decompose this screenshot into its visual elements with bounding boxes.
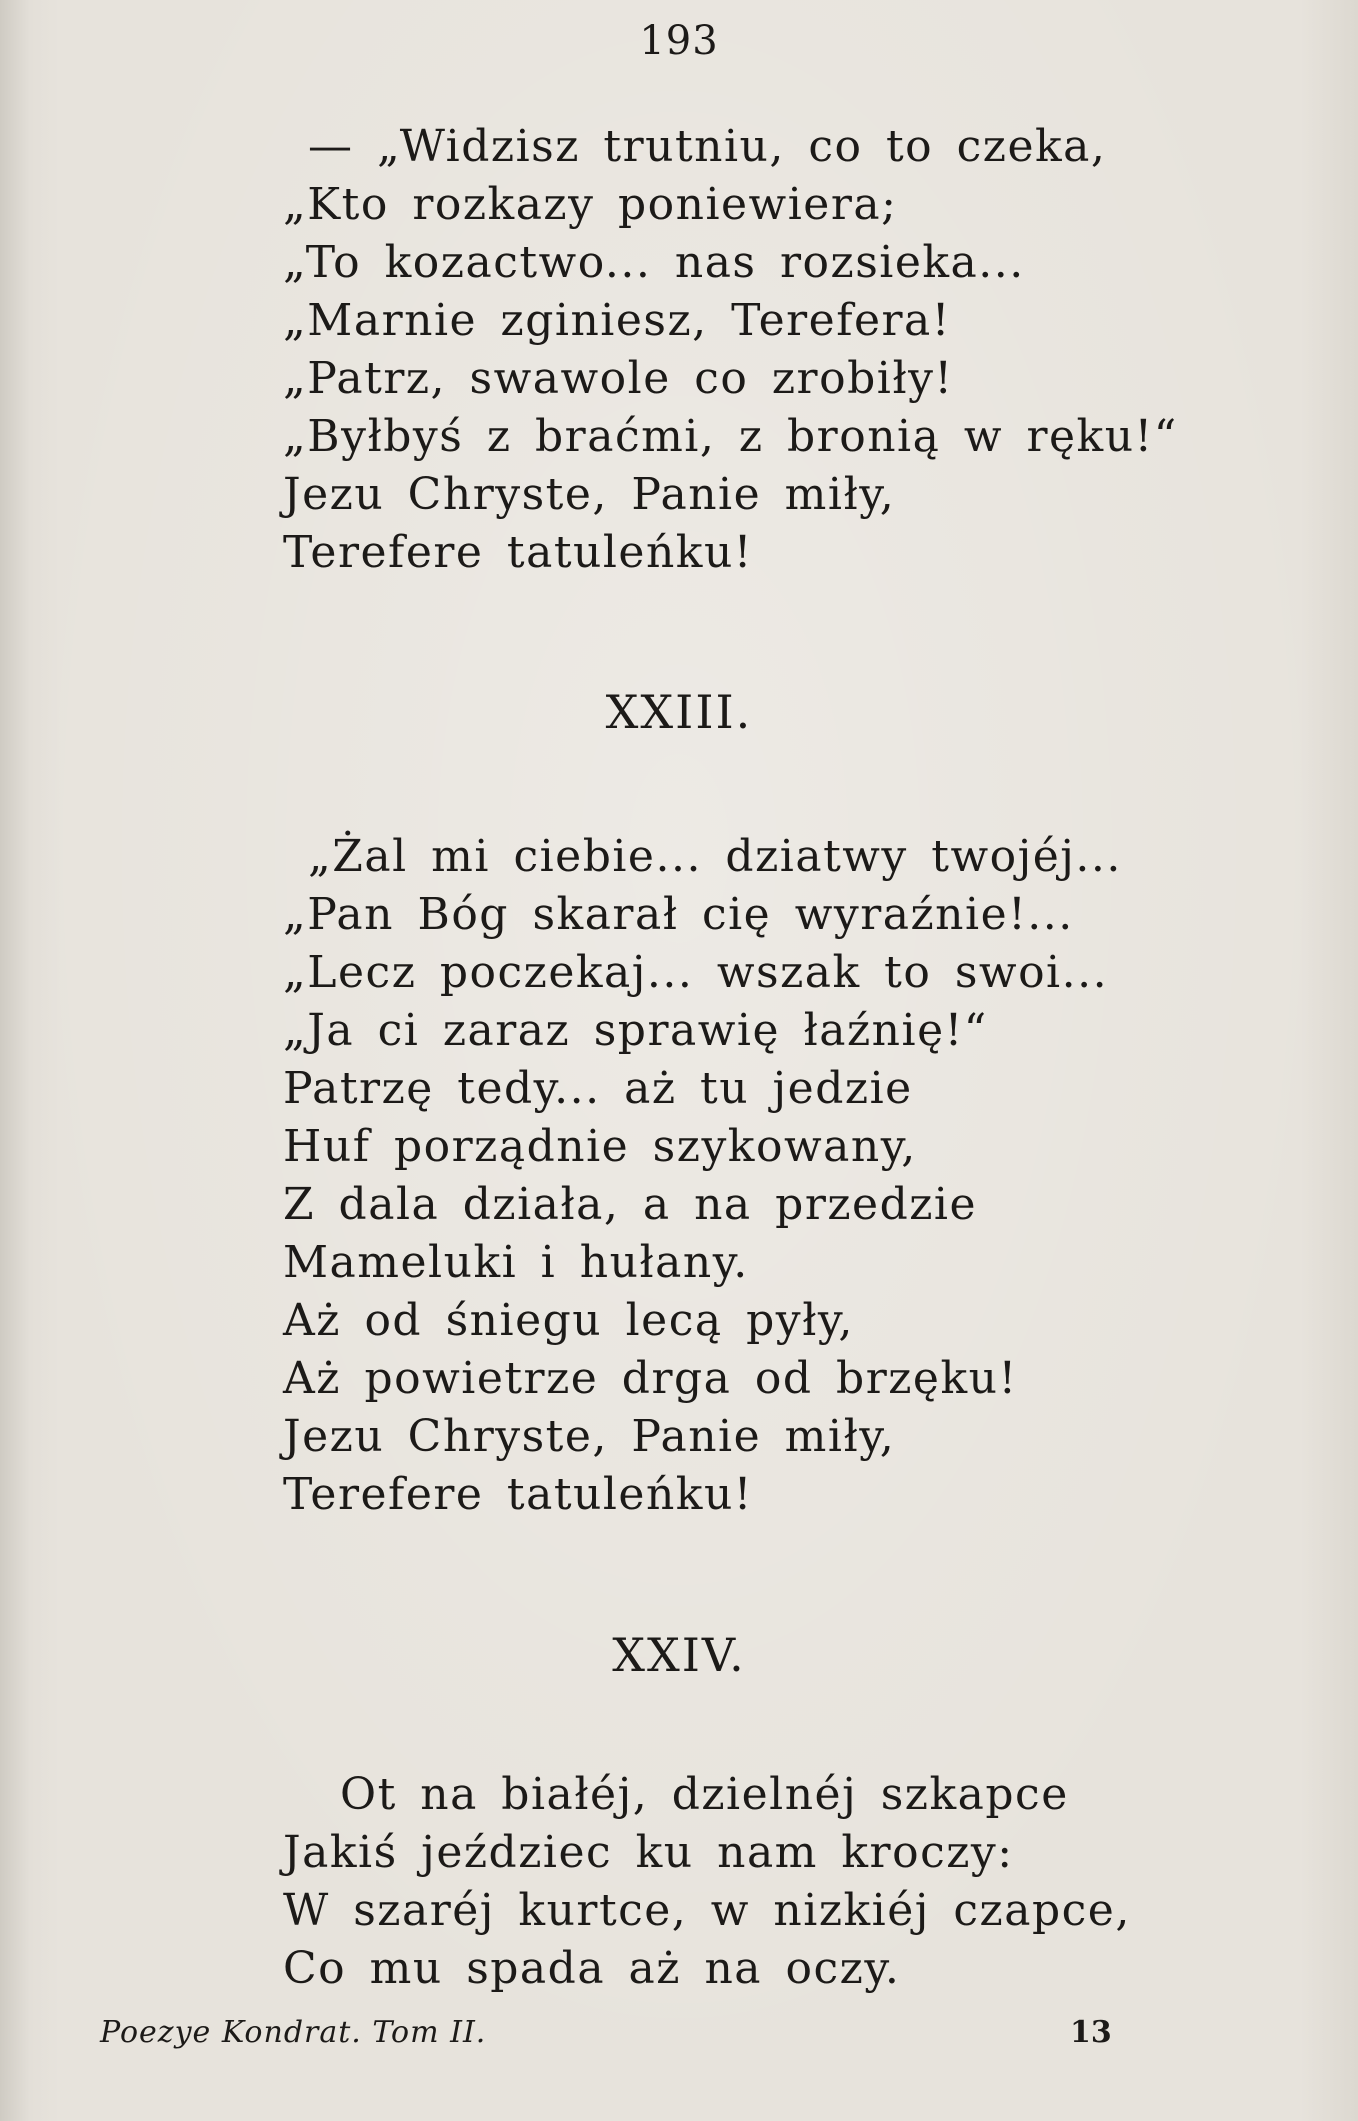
verse-line: „Kto rozkazy poniewiera; — [283, 179, 898, 230]
verse-line: „Ja ci zaraz sprawię łaźnię!“ — [283, 1005, 988, 1056]
signature-mark: 13 — [1070, 2015, 1112, 2050]
verse-line: „Żal mi ciebie... dziatwy twojéj... — [308, 831, 1122, 882]
section-heading: XXIII. — [605, 685, 753, 739]
verse-line: „Lecz poczekaj... wszak to swoi... — [283, 947, 1109, 998]
page-number: 193 — [639, 18, 719, 64]
verse-line: „Patrz, swawole co zrobiły! — [283, 353, 954, 404]
verse-line: Jezu Chryste, Panie miły, — [283, 1411, 896, 1462]
verse-line: Patrzę tedy... aż tu jedzie — [283, 1063, 913, 1114]
verse-line: „Byłbyś z braćmi, z bronią w ręku!“ — [283, 411, 1178, 462]
verse-line: „Pan Bóg skarał cię wyraźnie!... — [283, 889, 1074, 940]
verse-line: Mameluki i hułany. — [283, 1237, 749, 1288]
verse-line: Ot na białéj, dzielnéj szkapce — [340, 1769, 1069, 1820]
verse-line: Terefere tatuleńku! — [283, 1469, 753, 1520]
verse-line: W szaréj kurtce, w nizkiéj czapce, — [283, 1885, 1131, 1936]
book-title-footer: Poezye Kondrat. Tom II. — [100, 2015, 487, 2050]
verse-line: Z dala działa, a na przedzie — [283, 1179, 978, 1230]
verse-line: Aż od śniegu lecą pyły, — [283, 1295, 854, 1346]
verse-line: Huf porządnie szykowany, — [283, 1121, 917, 1172]
verse-line: Jezu Chryste, Panie miły, — [283, 469, 896, 520]
section-heading: XXIV. — [612, 1628, 746, 1682]
verse-line: Co mu spada aż na oczy. — [283, 1943, 901, 1994]
verse-line: Terefere tatuleńku! — [283, 527, 753, 578]
verse-line: Jakiś jeździec ku nam kroczy: — [283, 1827, 1014, 1878]
verse-line: — „Widzisz trutniu, co to czeka, — [308, 121, 1107, 172]
verse-line: Aż powietrze drga od brzęku! — [283, 1353, 1018, 1404]
verse-line: „Marnie zginiesz, Terefera! — [283, 295, 951, 346]
verse-line: „To kozactwo... nas rozsieka... — [283, 237, 1025, 288]
